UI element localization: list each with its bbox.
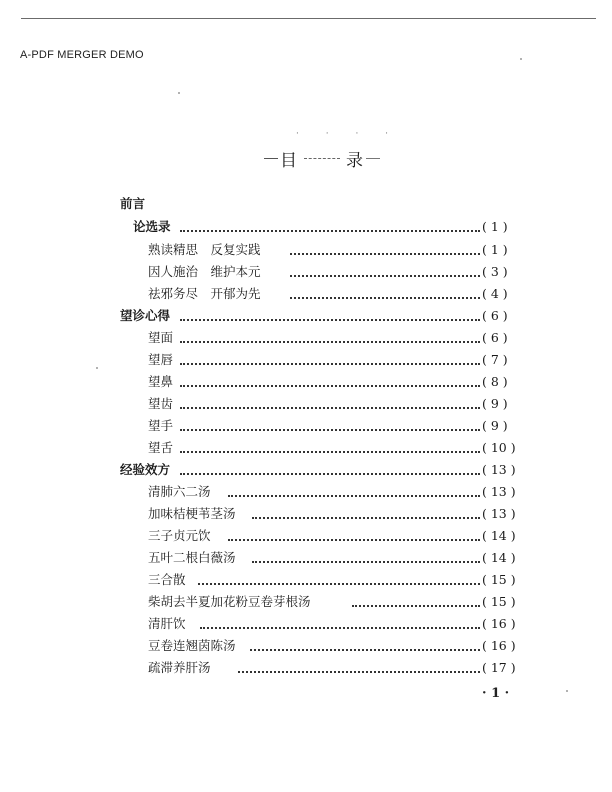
- page-value: 15: [490, 594, 507, 609]
- toc-page-number: ( 15 ): [482, 594, 516, 609]
- toc-entry-label: 祛邪务尽 开郁为先: [148, 286, 261, 301]
- dot-leader: [228, 539, 480, 541]
- page-value: 9: [490, 418, 499, 433]
- dot-leader: [290, 275, 480, 277]
- toc-entry-label: 熟读精思 反复实践: [148, 242, 261, 257]
- scan-speck: [520, 58, 522, 60]
- toc-row: [0, 195, 612, 215]
- page-value: 16: [490, 638, 507, 653]
- page-value: 16: [490, 616, 507, 631]
- toc-row: [0, 571, 612, 591]
- footer-page-value: 1: [491, 686, 501, 701]
- toc-row: [0, 218, 612, 238]
- dot-leader: [180, 451, 480, 453]
- page-value: 17: [490, 660, 507, 675]
- toc-row: [0, 549, 612, 569]
- toc-page-number: ( 13 ): [482, 462, 516, 477]
- toc-row: [0, 307, 612, 327]
- title-decoration: · · · ·: [296, 129, 401, 139]
- page-value: 14: [490, 528, 507, 543]
- toc-row: [0, 263, 612, 283]
- toc-row: [0, 285, 612, 305]
- toc-page-number: ( 17 ): [482, 660, 516, 675]
- toc-page-number: ( 14 ): [482, 528, 516, 543]
- toc-entry-label: 五叶二根白薇汤: [148, 550, 236, 565]
- toc-entry-label: 望舌: [148, 440, 174, 455]
- toc-page-number: ( 16 ): [482, 616, 516, 631]
- toc-page-number: ( 4 ): [482, 286, 508, 301]
- page-footer-number: · 1 ·: [482, 686, 510, 701]
- dot-leader: [228, 495, 480, 497]
- toc-entry-label: 望鼻: [148, 374, 174, 389]
- page-value: 13: [490, 462, 507, 477]
- dot-leader: [180, 363, 480, 365]
- page-value: 9: [490, 396, 499, 411]
- page-value: 3: [490, 264, 499, 279]
- dot-leader: [180, 429, 480, 431]
- toc-page-number: ( 9 ): [482, 396, 508, 411]
- toc-row: [0, 637, 612, 657]
- toc-page-number: ( 15 ): [482, 572, 516, 587]
- dot-leader: [198, 583, 480, 585]
- toc-row: [0, 351, 612, 371]
- toc-row: [0, 373, 612, 393]
- toc-entry-label: 望齿: [148, 396, 174, 411]
- toc-page-number: ( 14 ): [482, 550, 516, 565]
- dot-leader: [238, 671, 480, 673]
- toc-row: [0, 505, 612, 525]
- page-value: 4: [490, 286, 499, 301]
- page-value: 1: [490, 219, 499, 234]
- toc-page-number: ( 1 ): [482, 242, 508, 257]
- toc-entry-label: 清肝饮: [148, 616, 186, 631]
- dot-leader: [290, 253, 480, 255]
- toc-row: [0, 461, 612, 481]
- page-value: 8: [490, 374, 499, 389]
- toc-heading: [262, 146, 382, 170]
- dot-leader: [180, 407, 480, 409]
- toc-chapter-label: 经验效方: [120, 462, 171, 477]
- toc-page-number: ( 16 ): [482, 638, 516, 653]
- toc-page-number: ( 7 ): [482, 352, 508, 367]
- watermark: A-PDF MERGER DEMO: [20, 49, 144, 61]
- toc-row: [0, 615, 612, 635]
- dot-leader: [290, 297, 480, 299]
- toc-row: [0, 593, 612, 613]
- toc-entry-label: 豆卷连翘茵陈汤: [148, 638, 236, 653]
- toc-entry-label: 望唇: [148, 352, 174, 367]
- dot-leader: [252, 561, 480, 563]
- toc-chapter-label: 论选录: [133, 219, 171, 234]
- page-value: 10: [490, 440, 507, 455]
- page-value: 6: [490, 308, 499, 323]
- toc-page-number: ( 13 ): [482, 506, 516, 521]
- page-value: 1: [490, 242, 499, 257]
- toc-row: [0, 329, 612, 349]
- toc-entry-label: 望面: [148, 330, 174, 345]
- toc-page-number: ( 8 ): [482, 374, 508, 389]
- toc-row: [0, 417, 612, 437]
- top-rule: [21, 18, 596, 19]
- page-value: 6: [490, 330, 499, 345]
- dot-leader: [352, 605, 480, 607]
- dot-leader: [200, 627, 480, 629]
- toc-page-number: ( 9 ): [482, 418, 508, 433]
- toc-section-label: 前言: [120, 196, 146, 211]
- page-value: 7: [490, 352, 499, 367]
- toc-entry-label: 柴胡去半夏加花粉豆卷芽根汤: [148, 594, 311, 609]
- dot-leader: [180, 319, 480, 321]
- toc-row: [0, 659, 612, 679]
- dot-leader: [180, 341, 480, 343]
- toc-entry-label: 疏滞养肝汤: [148, 660, 211, 675]
- toc-heading-left: 目: [280, 151, 297, 171]
- toc-row: [0, 527, 612, 547]
- toc-chapter-label: 望诊心得: [120, 308, 171, 323]
- toc-page-number: ( 3 ): [482, 264, 508, 279]
- toc-entry-label: 因人施治 维护本元: [148, 264, 261, 279]
- toc-entry-label: 望手: [148, 418, 174, 433]
- page-value: 13: [490, 506, 507, 521]
- title-dash: [264, 158, 278, 159]
- toc-entry-label: 清肺六二汤: [148, 484, 211, 499]
- page-value: 14: [490, 550, 507, 565]
- title-dash: [366, 158, 380, 159]
- toc-entry-label: 三子贞元饮: [148, 528, 211, 543]
- toc-page-number: ( 10 ): [482, 440, 516, 455]
- scan-speck: [566, 690, 568, 692]
- toc-row: [0, 439, 612, 459]
- toc-entry-label: 加味桔梗苇茎汤: [148, 506, 236, 521]
- toc-page-number: ( 6 ): [482, 308, 508, 323]
- toc-heading-right: 录: [346, 151, 363, 171]
- page-value: 15: [490, 572, 507, 587]
- dot-leader: [250, 649, 480, 651]
- scan-speck: [178, 92, 180, 94]
- page-value: 13: [490, 484, 507, 499]
- title-dash: [304, 158, 340, 159]
- toc-page-number: ( 1 ): [482, 219, 508, 234]
- toc-entry-label: 三合散: [148, 572, 186, 587]
- dot-leader: [252, 517, 480, 519]
- dot-leader: [180, 385, 480, 387]
- toc-row: [0, 483, 612, 503]
- dot-leader: [180, 473, 480, 475]
- toc-page-number: ( 13 ): [482, 484, 516, 499]
- dot-leader: [180, 230, 480, 232]
- toc-page-number: ( 6 ): [482, 330, 508, 345]
- toc-row: [0, 241, 612, 261]
- toc-row: [0, 395, 612, 415]
